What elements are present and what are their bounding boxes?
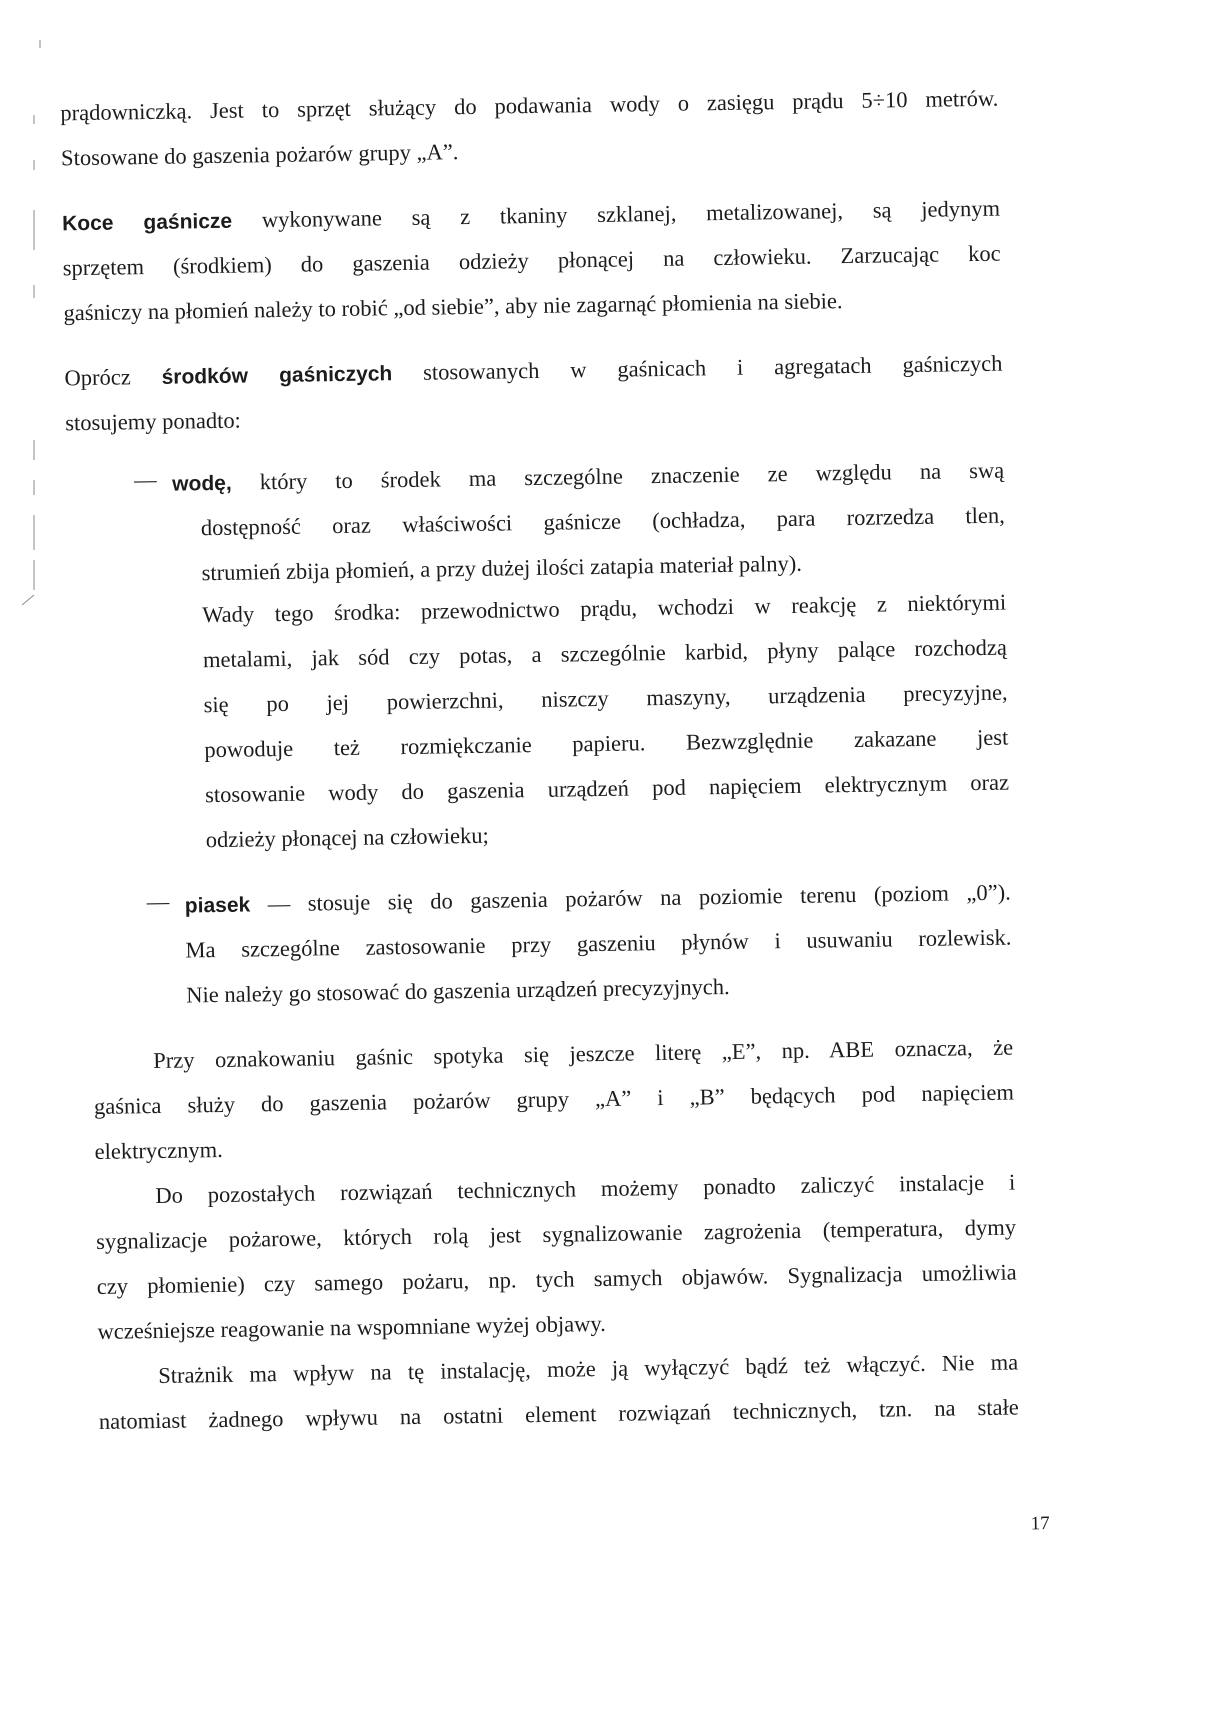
koce-text: wykonywane są z tkaniny szklanej, metalizowanej, są jedynym — [231, 195, 1001, 233]
oznakowanie-line: Przy oznakowaniu gaśnic spotyka się jeszcze literę „E”, np. ABE oznacza, że — [153, 1034, 1014, 1074]
piasek-line: Ma szczególne zastosowanie przy gaszeniu płynów i usuwaniu rozlewisk. — [185, 924, 1012, 963]
page-number: 17 — [1030, 1513, 1050, 1535]
koce-paragraph-line — [62, 192, 1000, 242]
woda-line — [172, 454, 1004, 502]
straznik-line: natomiast żadnego wpływu na ostatni element rozwiązań technicznych, tzn. na stałe — [98, 1394, 1019, 1434]
oznakowanie-line: elektrycznym. — [94, 1136, 223, 1164]
woda-term: wodę, — [172, 471, 232, 496]
paragraph-line: gaśniczy na płomień należy to robić „od siebie”, aby nie zagarnąć płomienia na siebie. — [63, 288, 843, 326]
oprocz-pre: Oprócz — [64, 363, 162, 391]
paragraph-line: stosujemy ponadto: — [65, 407, 242, 436]
piasek-line: Nie należy go stosować do gaszenia urządzeń precyzyjnych. — [186, 973, 730, 1008]
list-dash-piasek: — — [146, 888, 170, 915]
paragraph-line: sprzętem (środkiem) do gaszenia odzieży płonącej na człowieku. Zarzucając koc — [62, 240, 1001, 281]
rozwiazania-line: sygnalizacje pożarowe, których rolą jest sygnalizowanie zagrożenia (temperatura, dymy — [95, 1214, 1017, 1254]
woda-line: strumień zbija płomień, a przy dużej ilości zatapia materiał palny). — [201, 550, 803, 586]
woda-line: metalami, jak sód czy potas, a szczególnie karbid, płyny palące rozchodzą — [202, 634, 1008, 673]
oznakowanie-line: gaśnica służy do gaszenia pożarów grupy „A” i „B” będących pod napięciem — [93, 1079, 1015, 1119]
woda-line: dostępność oraz właściwości gaśnicze (ochładza, para rozrzedza tlen, — [200, 502, 1005, 541]
woda-line: odzieży płonącej na człowieku; — [205, 822, 489, 853]
woda-line: się po jej powierzchni, niszczy maszyny, urządzenia precyzyjne, — [203, 679, 1008, 718]
piasek-line — [185, 876, 1011, 924]
rozwiazania-line: czy płomienie) czy samego pożaru, np. tych samych objawów. Sygnalizacja umożliwia — [96, 1259, 1017, 1299]
rozwiazania-line: wcześniejsze reagowanie na wspomniane wyżej objawy. — [97, 1310, 606, 1344]
piasek-term: piasek — [184, 893, 251, 918]
woda-line: powoduje też rozmiękczanie papieru. Bezwzględnie zakazane jest — [204, 724, 1009, 763]
woda-line: Wady tego środka: przewodnictwo prądu, wchodzi w reakcję z niektórymi — [202, 589, 1007, 628]
woda-text: który to środek ma szczególne znaczenie ze względu na swą — [231, 457, 1005, 495]
paragraph-line: Stosowane do gaszenia pożarów grupy „A”. — [60, 139, 459, 171]
rozwiazania-line: Do pozostałych rozwiązań technicznych możemy ponadto zaliczyć instalacje i — [155, 1169, 1016, 1209]
woda-line: stosowanie wody do gaszenia urządzeń pod napięciem elektrycznym oraz — [204, 769, 1010, 808]
straznik-line: Strażnik ma wpływ na tę instalację, może ją wyłączyć bądź też włączyć. Nie ma — [158, 1349, 1019, 1389]
oprocz-post: stosowanych w gaśnicach i agregatach gaśniczych — [392, 350, 1003, 386]
paragraph-line: prądowniczką. Jest to sprzęt służący do podawania wody o zasięgu prądu 5÷10 metrów. — [60, 85, 999, 126]
koce-term: Koce gaśnicze — [61, 209, 233, 236]
oprocz-term: środków gaśniczych — [161, 362, 393, 389]
list-dash-woda: — — [133, 466, 157, 493]
piasek-text: — stosuje się do gaszenia pożarów na poziomie terenu (poziom „0”). — [249, 879, 1011, 917]
oprocz-paragraph-line — [64, 347, 1002, 397]
